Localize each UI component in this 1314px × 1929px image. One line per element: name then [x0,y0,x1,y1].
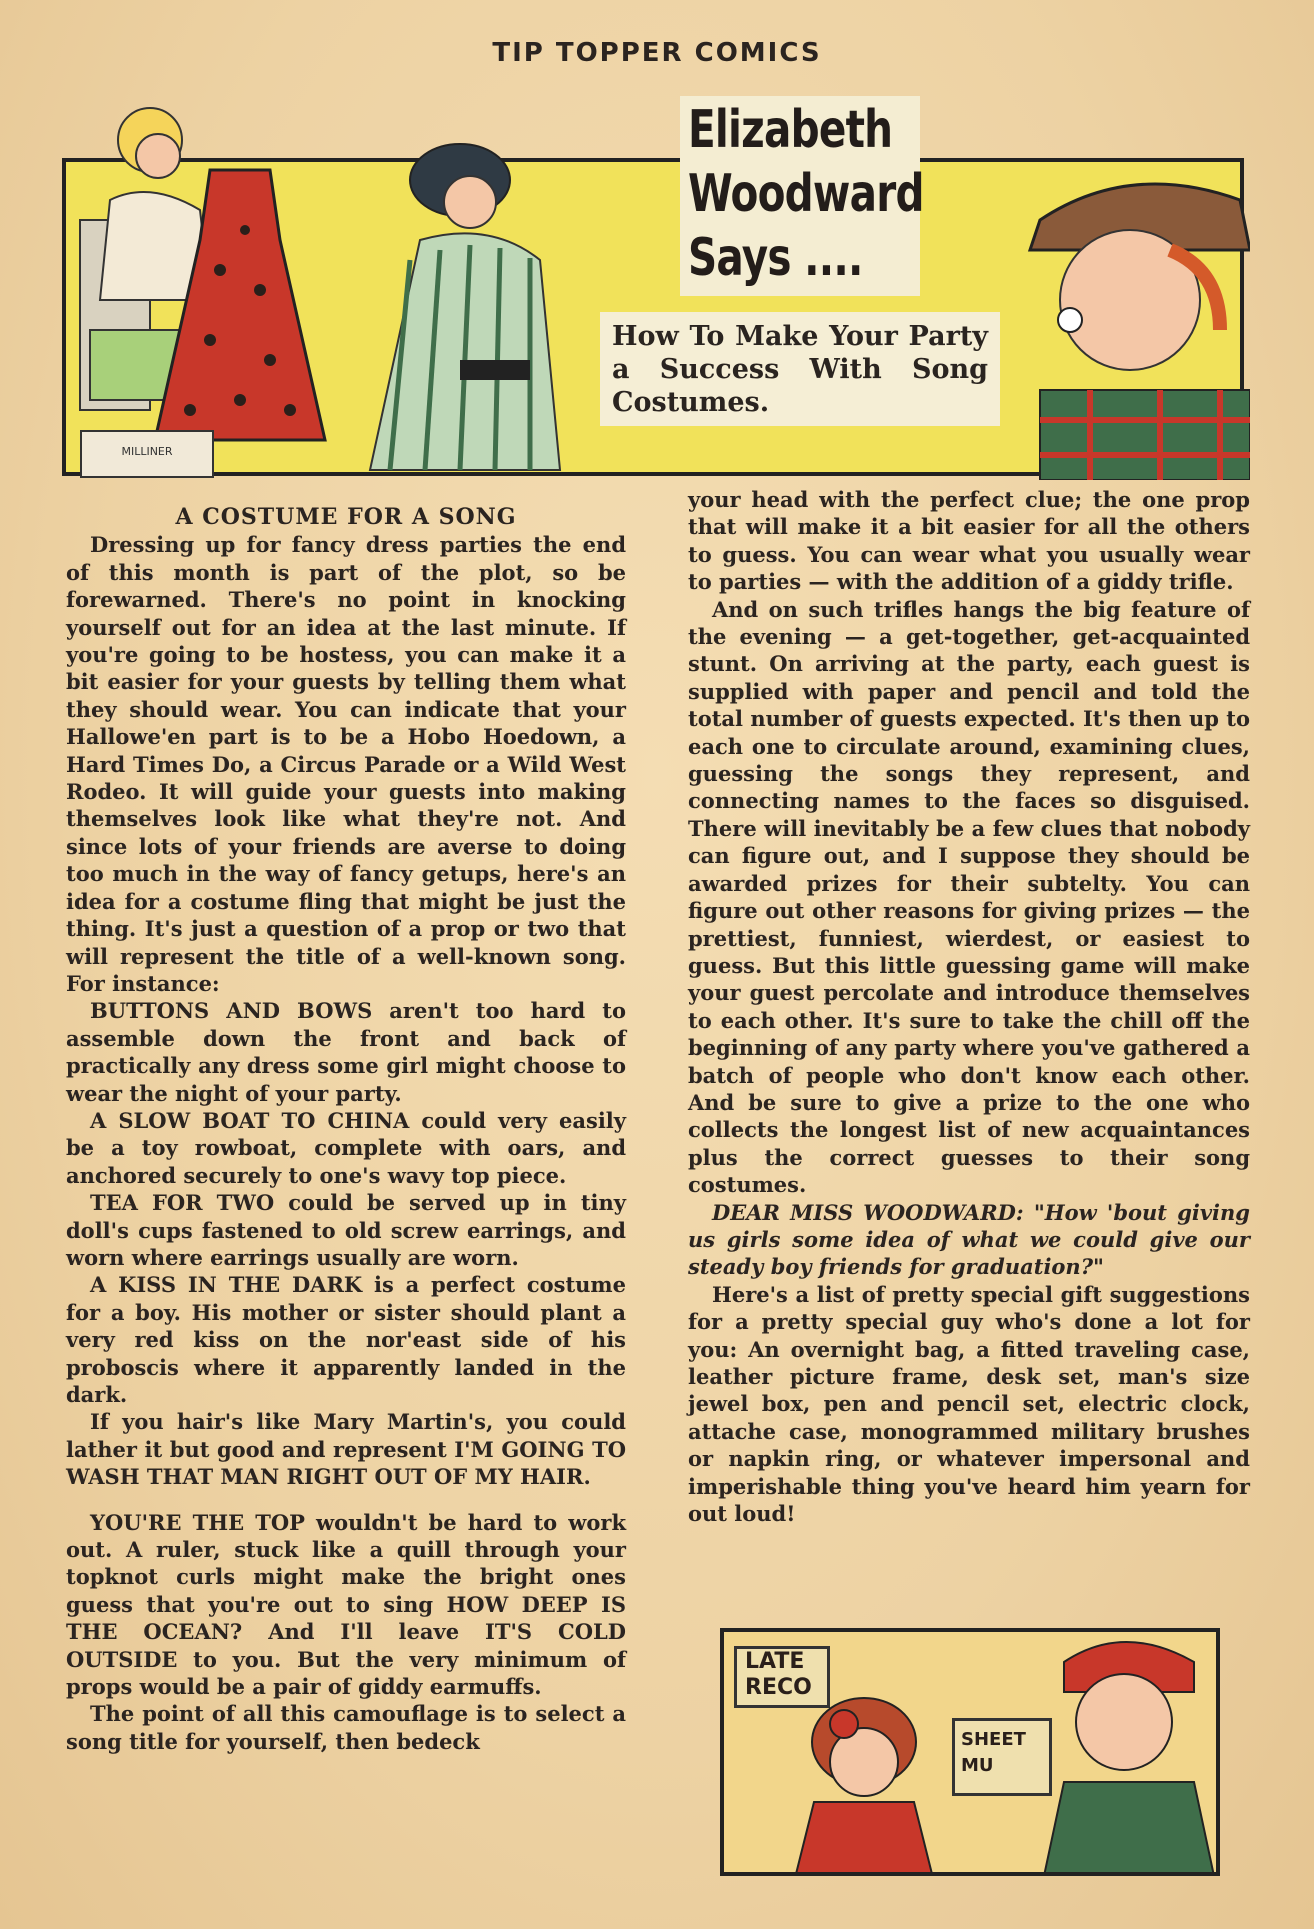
paragraph: If you hair's like Mary Martin's, you could lather it but good and represent I'M GOING TO WASH THAT MAN RIGHT OUT OF MY HAIR. [66,1409,626,1490]
page-header: TIP TOPPER COMICS [492,38,822,68]
girl-illustration [764,1682,964,1876]
spacer [66,1491,626,1509]
paragraph: YOU'RE THE TOP wouldn't be hard to work out. A ruler, stuck like a quill through your topknot curls might make the bright ones guess that you're out to sing HOW DEEP IS THE OCEAN? And I'll leave IT'S COLD OUTSIDE to you. But the very minimum of props would be a pair of giddy earmuffs. [66,1509,626,1700]
section-heading: A COSTUME FOR A SONG [175,504,517,530]
boy-in-hat-illustration [1020,160,1250,480]
sign-line: MU [961,1755,994,1776]
banner-title [688,98,924,290]
sign-line: RECO [745,1675,812,1700]
paragraph: Dressing up for fancy dress parties the end of this month is part of the plot, so be forewarned. There's no point in knocking yourself out for an idea at the last minute. If you're going to be hostess, you can make it a bit easier for your guests by telling them what they should wear. You can indicate that your Hallowe'en part is to be a Hobo Hoedown, a Hard Times Do, a Circus Parade or a Wild West Rodeo. It will guide your guests into making themselves look like what they're not. And since lots of your friends are averse to doing too much in the way of fancy getups, here's an idea for a costume fling that might be just the thing. It's just a question of a prop or two that will represent the title of a well-known song. For instance: [66,532,626,996]
title-line-1: Elizabeth [688,100,893,160]
right-column [688,486,1250,1527]
record-shop-comic [720,1628,1220,1876]
reply-paragraph: Here's a list of pretty special gift suggestions for a pretty special guy who's done a lot for you: An overnight bag, a fitted traveling case, leather picture frame, desk set, man's size jewel box, pen and pencil set, electric clock, attache case, monogrammed military brushes or napkin ring, or whatever impersonal and imperishable thing you've heard him yearn for out loud! [688,1281,1250,1527]
boy-illustration [1024,1632,1220,1876]
dark-haired-woman-illustration [310,140,640,480]
banner-subtitle: How To Make Your Party a Success With Song Costumes. [600,312,1000,426]
paragraph: your head with the perfect clue; the one prop that will make it a bit easier for all the others to guess. You can wear what you usually wear to parties — with the addition of a giddy trifle. [688,487,1250,595]
left-column [66,504,626,1755]
red-dress-illustration [150,160,330,450]
paragraph: A SLOW BOAT TO CHINA could very easily be a toy rowboat, complete with oars, and anchored securely to one's wavy top piece. [66,1107,626,1188]
paragraph: TEA FOR TWO could be served up in tiny doll's cups fastened to old screw earrings, and worn where earrings usually are worn. [66,1190,626,1270]
title-line-2: Woodward [688,164,924,224]
paragraph: The point of all this camouflage is to select a song title for yourself, then bedeck [66,1701,626,1754]
paragraph: And on such trifles hangs the big feature of the evening — a get-together, get-acquainted stunt. On arriving at the party, each guest is supplied with paper and pencil and told the total number of guests expected. It's then up to each one to circulate around, examining clues, guessing the songs they represent, and connecting names to the faces so disguised. There will inevitably be a few clues that nobody can figure out, and I suppose they should be awarded prizes for their subtelty. You can figure out other reasons for giving prizes — the prettiest, funniest, wierdest, or easiest to guess. But this little guessing game will make your guest percolate and introduce themselves to each other. It's sure to take the chill off the beginning of any party where you've gathered a batch of people who don't know each other. And be sure to give a prize to the one who collects the longest list of new acquaintances plus the correct guesses to their song costumes. [688,596,1250,1198]
paragraph: BUTTONS AND BOWS aren't too hard to assemble down the front and back of practically any dress some girl might choose to wear the night of your party. [66,998,626,1106]
reader-letter: DEAR MISS WOODWARD: "How 'bout giving us girls some idea of what we could give our steady boy friends for graduation?" [688,1199,1250,1280]
paragraph: A KISS IN THE DARK is a perfect costume for a boy. His mother or sister should plant a very red kiss on the nor'east side of his proboscis where it apparently landed in the dark. [66,1272,626,1407]
sign-line: LATE [745,1649,805,1674]
milliner-box: MILLINER [80,430,214,478]
sign-line: SHEET [961,1729,1026,1750]
title-line-3: Says .... [688,228,863,288]
